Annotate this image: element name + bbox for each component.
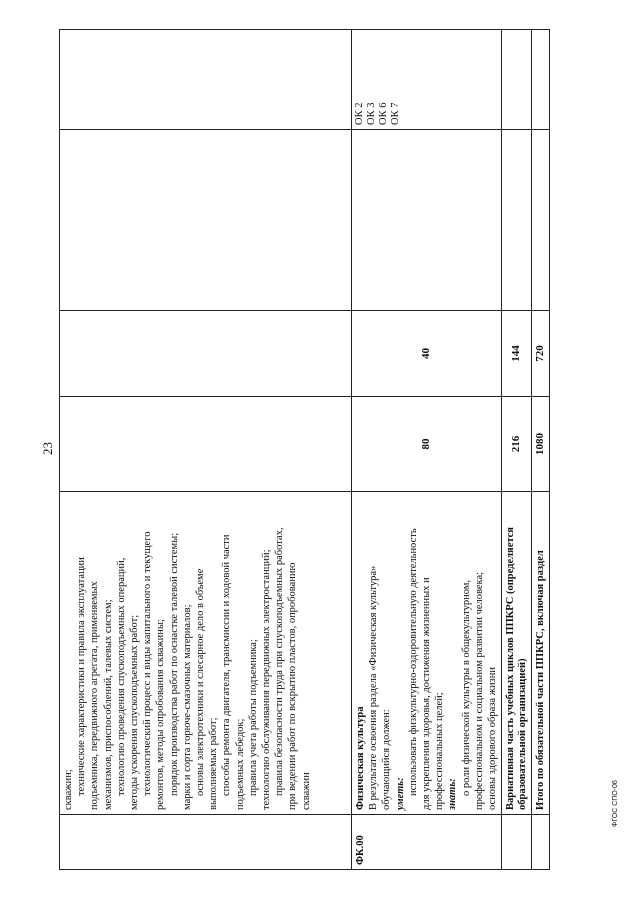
table-row-continuation bbox=[60, 30, 352, 870]
description-line: подъемных лебедок; bbox=[234, 718, 246, 810]
competency-code: ОК 6 bbox=[378, 102, 389, 125]
curriculum-table bbox=[59, 29, 550, 870]
competency-code: ОК 2 bbox=[354, 102, 365, 125]
variable-part-text-line1: Вариативная часть учебных циклов ППКРС (определяется bbox=[505, 527, 517, 810]
description-cell bbox=[352, 492, 502, 815]
section-code: ФК.00 bbox=[355, 835, 366, 865]
section-description bbox=[367, 496, 499, 810]
description-line: для укрепления здоровья, достижения жизненных и bbox=[421, 577, 433, 810]
competencies-cell bbox=[352, 30, 502, 130]
table-row-variable-part bbox=[502, 30, 532, 870]
table-row-mandatory-total bbox=[532, 30, 550, 870]
description-cell bbox=[60, 492, 352, 815]
description-line: о роли физической культуры в общекультурном, bbox=[460, 579, 472, 796]
description-line: скважин bbox=[300, 772, 312, 810]
table-row-physical-culture bbox=[352, 30, 502, 870]
description-line: способы ремонта двигателя, трансмиссии и ходовой части bbox=[221, 534, 233, 796]
variable-total-hours: 216 bbox=[510, 435, 523, 453]
section-title: Физическая культура bbox=[355, 706, 366, 810]
description-line: профессиональных целей; bbox=[434, 692, 446, 810]
class-hours-cell bbox=[352, 311, 502, 397]
description-line: основы электротехники и слесарное дело в объеме bbox=[195, 568, 207, 796]
competencies-cell-empty bbox=[502, 30, 532, 130]
mandatory-total-text: Итого по обязательной части ППКРС, включая раздел bbox=[535, 550, 547, 810]
description-line: основы здорового образа жизни bbox=[487, 667, 499, 810]
class-hours-value: 40 bbox=[420, 348, 433, 359]
description-line: методы ускорения спускоподъемных работ; bbox=[129, 614, 141, 810]
code-cell-empty bbox=[60, 815, 352, 870]
description-line: обучающийся должен: bbox=[381, 709, 393, 810]
variable-part-text-line2: образовательной организацией) bbox=[516, 658, 528, 810]
discipline-index-cell-empty bbox=[502, 130, 532, 311]
mandatory-total-hours: 1080 bbox=[534, 433, 547, 455]
description-line: марки и сорта горюче-смазочных материалов; bbox=[181, 604, 193, 810]
discipline-index-cell-empty bbox=[532, 130, 550, 311]
total-hours-cell bbox=[532, 397, 550, 492]
class-hours-cell-empty bbox=[60, 311, 352, 397]
description-line: технологию проведения спускоподъемных операций, bbox=[115, 557, 127, 796]
competencies-cell-empty bbox=[60, 30, 352, 130]
class-hours-cell bbox=[532, 311, 550, 397]
total-hours-value: 80 bbox=[420, 438, 433, 450]
description-line: ремонтов, методы опробования скважины; bbox=[155, 619, 167, 810]
description-line: уметь: bbox=[394, 777, 406, 810]
discipline-index-cell-empty bbox=[60, 130, 352, 311]
variable-class-hours: 144 bbox=[510, 345, 523, 362]
page-number: 23 bbox=[40, 442, 55, 455]
description-line: порядок производства работ по оснастке талевой системы; bbox=[168, 532, 180, 796]
total-hours-cell bbox=[352, 397, 502, 492]
description-line: подъемника, передвижного агрегата, применяемых bbox=[89, 581, 101, 810]
description-line: В результате освоения раздела «Физическая культура» bbox=[368, 565, 380, 810]
description-line: технологический процесс и виды капитального и текущего bbox=[142, 531, 154, 796]
code-cell-empty bbox=[532, 815, 550, 870]
description-line: правила учета работы подъемника; bbox=[247, 639, 259, 796]
description-line: технические характеристики и правила эксплуатации bbox=[76, 557, 88, 796]
description-line: профессиональном и социальном развитии человека; bbox=[473, 571, 485, 810]
description-cell bbox=[502, 492, 532, 815]
description-line: правила безопасности труда при спускоподъемных работах, bbox=[274, 527, 286, 796]
total-hours-cell bbox=[502, 397, 532, 492]
description-line: использовать физкультурно-оздоровительную деятельность bbox=[407, 528, 419, 796]
description-line: технологию обслуживания передвижных электростанций; bbox=[261, 549, 273, 810]
description-line: скважин; bbox=[63, 769, 74, 810]
description-line: выполняемых работ; bbox=[208, 717, 220, 810]
discipline-index-cell-empty bbox=[352, 130, 502, 311]
code-cell-empty bbox=[502, 815, 532, 870]
code-cell bbox=[352, 815, 502, 870]
competencies-cell-empty bbox=[532, 30, 550, 130]
description-line: знать: bbox=[447, 778, 459, 810]
description-line: при ведении работ по вскрытию пластов, опробованию bbox=[287, 562, 299, 810]
class-hours-cell bbox=[502, 311, 532, 397]
description-line: механизмов, приспособлений, талевых систем; bbox=[102, 599, 114, 810]
curriculum-table-rotated bbox=[59, 30, 545, 870]
description-cell bbox=[532, 492, 550, 815]
footer-text: ФГОС СПО-06 bbox=[612, 780, 619, 827]
total-hours-cell-empty bbox=[60, 397, 352, 492]
competency-code: ОК 3 bbox=[366, 102, 377, 125]
competency-code: ОК 7 bbox=[390, 102, 401, 125]
mandatory-class-hours: 720 bbox=[534, 345, 547, 362]
